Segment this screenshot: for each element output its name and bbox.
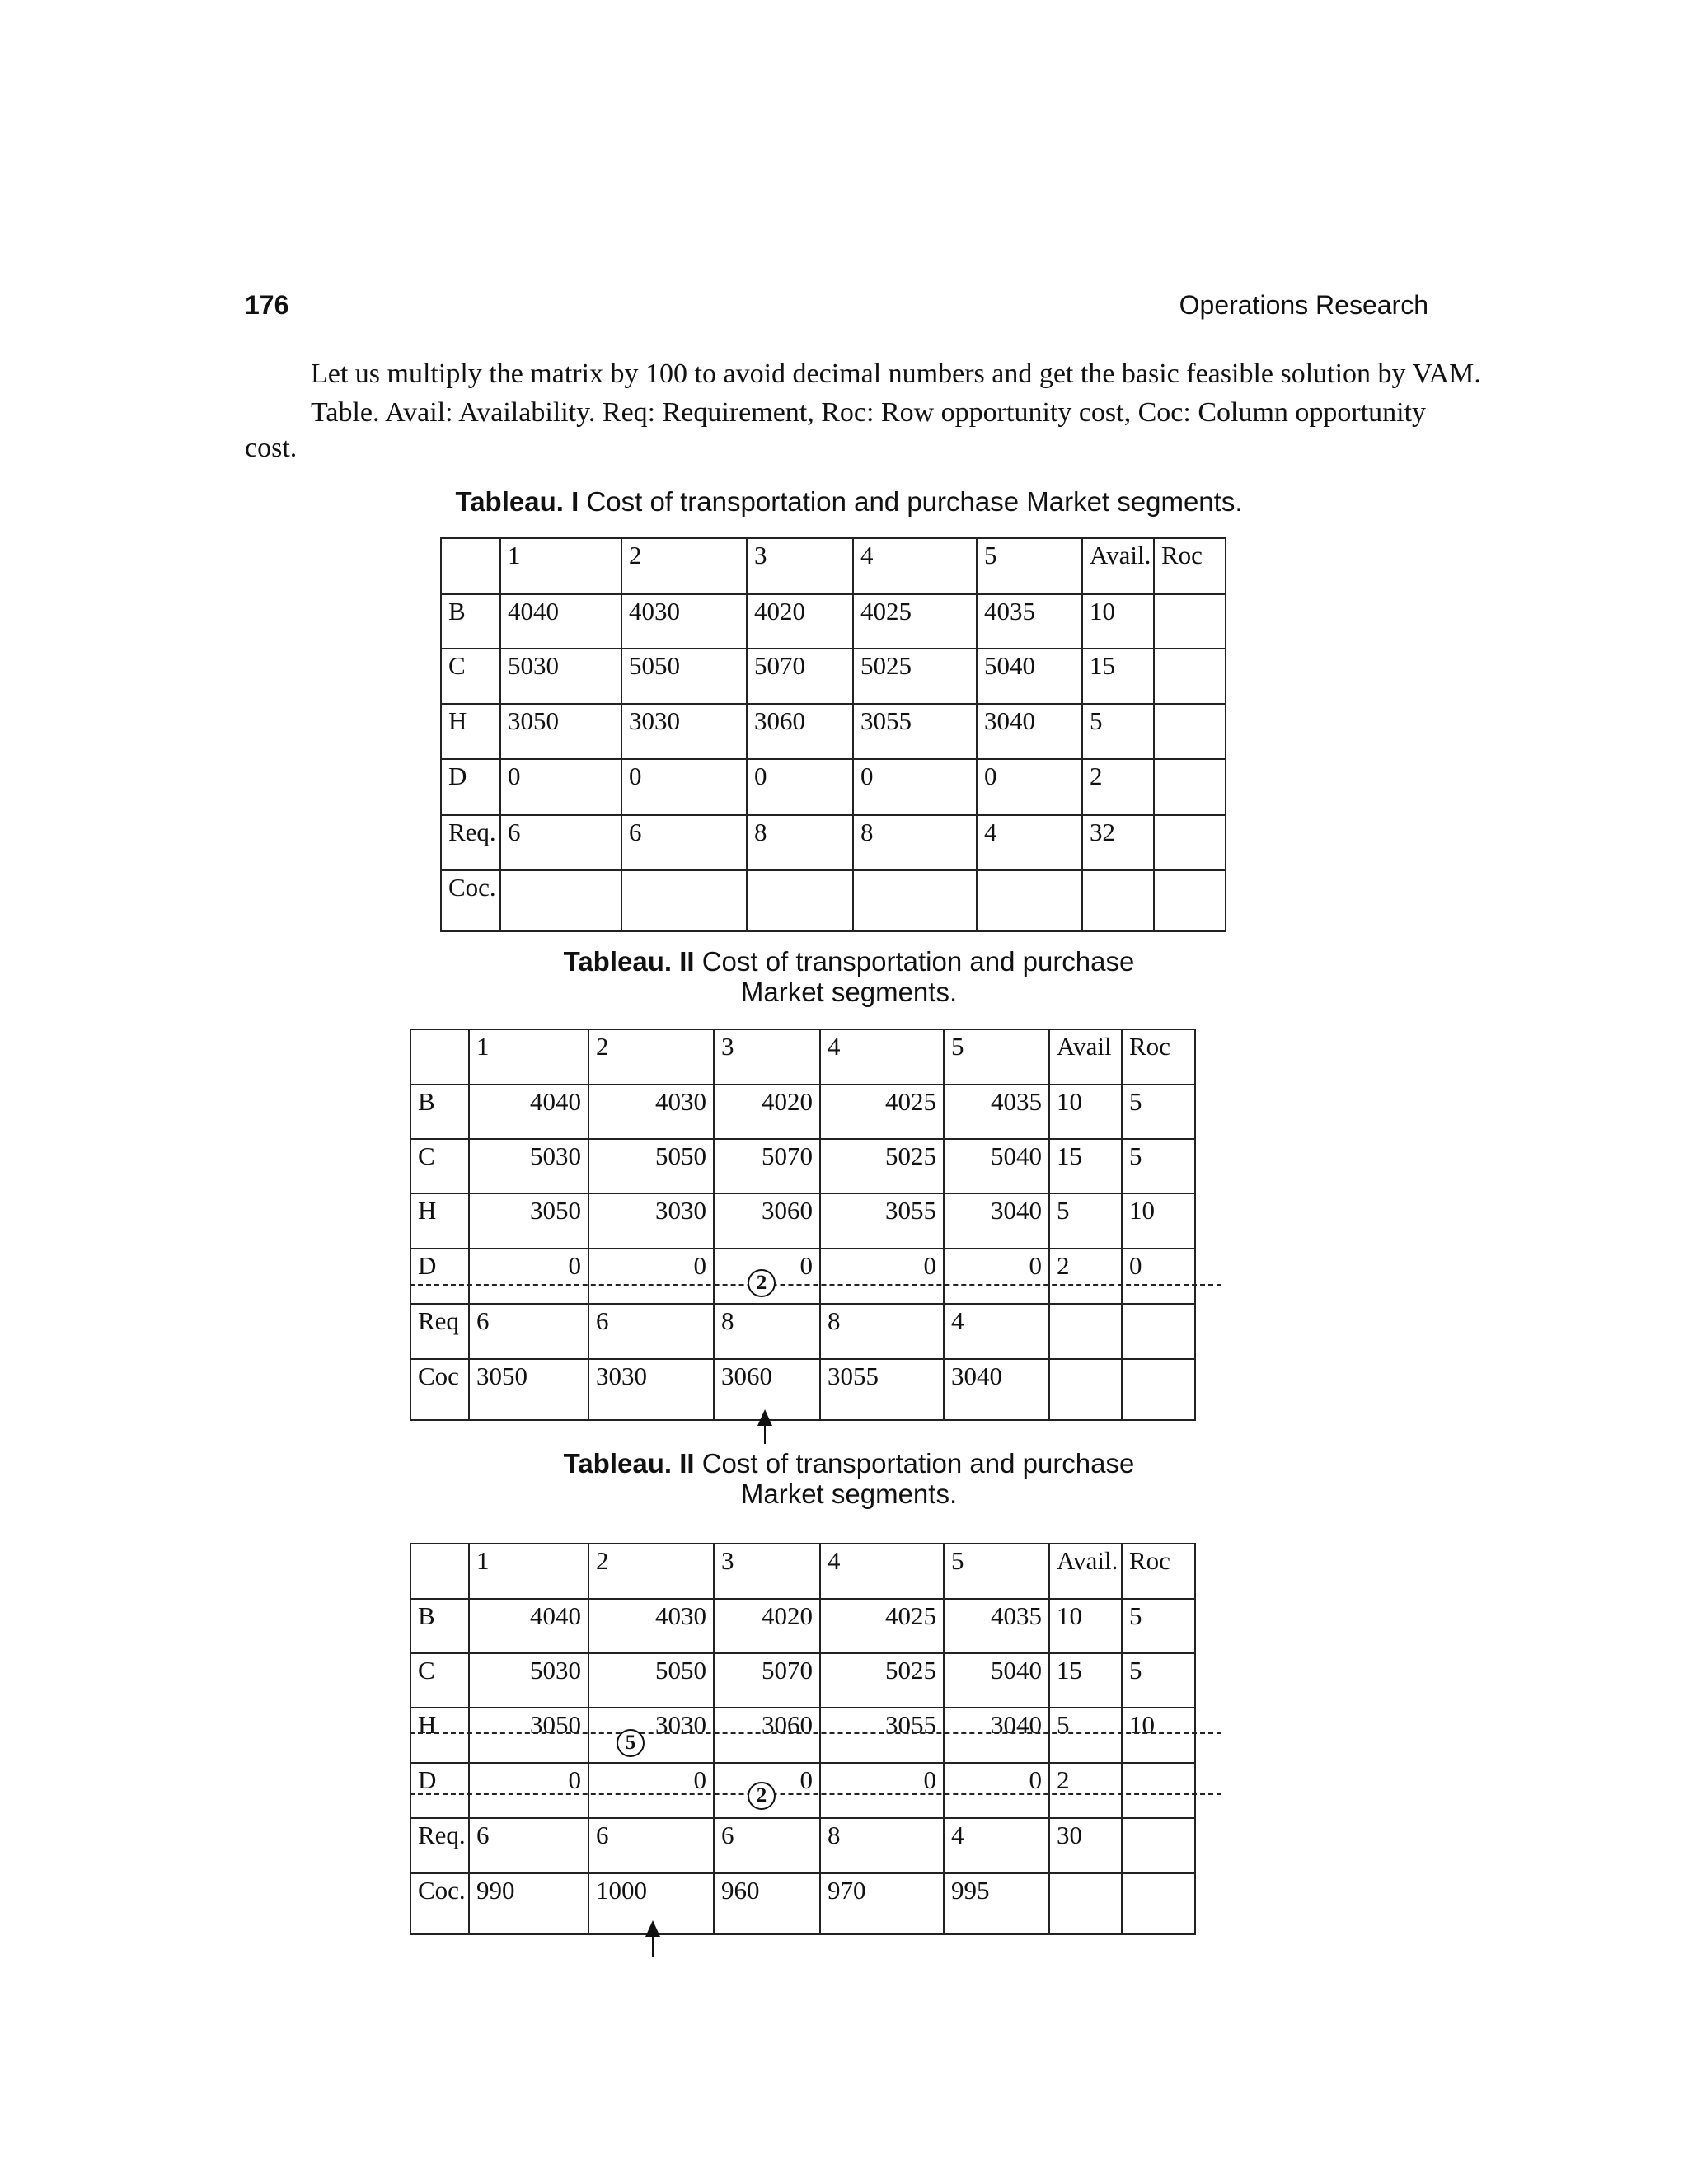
table-cell bbox=[977, 870, 1082, 931]
table-row bbox=[410, 1599, 1195, 1653]
table-header-cell: 5 bbox=[944, 1544, 1049, 1599]
table-row bbox=[410, 1653, 1195, 1708]
table-cell: 8 bbox=[853, 815, 977, 870]
table-cell: 5040 bbox=[977, 649, 1082, 704]
intro-line-2: Table. Avail: Availability. Req: Requirement, Roc: Row opportunity cost, Coc: Column opportunity bbox=[311, 397, 1427, 428]
table-cell bbox=[1154, 649, 1226, 704]
row-label-cell: H bbox=[410, 1708, 469, 1763]
table-header-cell: 4 bbox=[820, 1544, 944, 1599]
table-cell: 0 bbox=[714, 1249, 820, 1304]
table-cell: 10 bbox=[1049, 1599, 1122, 1653]
table-cell: 4020 bbox=[714, 1599, 820, 1653]
table-cell: 6 bbox=[588, 1304, 714, 1359]
table-cell: 0 bbox=[820, 1249, 944, 1304]
table-cell: 3050 bbox=[469, 1708, 588, 1763]
table-row bbox=[410, 1085, 1195, 1139]
tableau3-dashed-line-h bbox=[410, 1732, 1221, 1734]
table-header-cell: 4 bbox=[820, 1029, 944, 1085]
table-row bbox=[441, 815, 1226, 870]
table-header-cell: 2 bbox=[588, 1544, 714, 1599]
row-label-cell: B bbox=[441, 594, 500, 649]
tableau2-caption-line-2: Market segments. bbox=[740, 977, 958, 1007]
tableau2-caption bbox=[396, 946, 1302, 977]
tableau3-dashed-line-d bbox=[410, 1793, 1221, 1795]
table-cell: 3055 bbox=[820, 1193, 944, 1249]
table-cell: 0 bbox=[747, 759, 853, 815]
tableau1-caption bbox=[396, 486, 1302, 518]
table-cell: 10 bbox=[1082, 594, 1154, 649]
table-row bbox=[410, 1249, 1195, 1304]
table-cell: 5 bbox=[1082, 704, 1154, 759]
table-cell: 5050 bbox=[588, 1653, 714, 1708]
table-cell: 5030 bbox=[469, 1653, 588, 1708]
table-row bbox=[410, 1763, 1195, 1818]
table-cell: 5070 bbox=[714, 1139, 820, 1193]
table-cell: 6 bbox=[469, 1818, 588, 1873]
table-cell: 4 bbox=[977, 815, 1082, 870]
table-cell bbox=[1122, 1304, 1195, 1359]
row-label-cell: H bbox=[441, 704, 500, 759]
row-label-cell: B bbox=[410, 1085, 469, 1139]
table-cell: 4035 bbox=[944, 1085, 1049, 1139]
table-header-row bbox=[410, 1544, 1195, 1599]
table-header-cell bbox=[410, 1544, 469, 1599]
table-row bbox=[410, 1139, 1195, 1193]
tableau3-table bbox=[410, 1543, 1196, 1935]
table-cell: 15 bbox=[1049, 1139, 1122, 1193]
table-cell: 10 bbox=[1122, 1708, 1195, 1763]
tableau2-caption-text: Cost of transportation and purchase bbox=[694, 946, 1135, 977]
table-row bbox=[410, 1708, 1195, 1763]
table-row bbox=[410, 1193, 1195, 1249]
table-cell: 3030 bbox=[588, 1708, 714, 1763]
tableau3-caption bbox=[396, 1448, 1302, 1479]
table-cell: 15 bbox=[1049, 1653, 1122, 1708]
table-cell: 5070 bbox=[714, 1653, 820, 1708]
table-cell bbox=[1154, 815, 1226, 870]
tableau1-caption-text: Cost of transportation and purchase Market segments. bbox=[579, 486, 1243, 517]
table-row bbox=[410, 1304, 1195, 1359]
table-cell: 6 bbox=[500, 815, 621, 870]
table-cell: 6 bbox=[714, 1818, 820, 1873]
table-header-row bbox=[410, 1029, 1195, 1085]
table-cell: 0 bbox=[820, 1763, 944, 1818]
table-cell: 970 bbox=[820, 1873, 944, 1934]
table-cell bbox=[1154, 759, 1226, 815]
table-cell: 960 bbox=[714, 1873, 820, 1934]
table-cell: 0 bbox=[853, 759, 977, 815]
tableau3-caption-text: Cost of transportation and purchase bbox=[694, 1448, 1135, 1479]
table-row bbox=[410, 1359, 1195, 1420]
table-cell: 8 bbox=[714, 1304, 820, 1359]
table-cell: 3055 bbox=[853, 704, 977, 759]
table-cell: 4025 bbox=[820, 1599, 944, 1653]
table-cell: 995 bbox=[944, 1873, 1049, 1934]
table-cell: 30 bbox=[1049, 1818, 1122, 1873]
table-cell: 0 bbox=[977, 759, 1082, 815]
table-cell: 4030 bbox=[588, 1085, 714, 1139]
table-cell: 3050 bbox=[469, 1193, 588, 1249]
row-label-cell: B bbox=[410, 1599, 469, 1653]
table-row bbox=[441, 594, 1226, 649]
table-cell bbox=[1049, 1873, 1122, 1934]
table-cell: 3055 bbox=[820, 1359, 944, 1420]
table-header-cell: 4 bbox=[853, 538, 977, 594]
page-number: 176 bbox=[245, 290, 289, 320]
table-cell bbox=[500, 870, 621, 931]
tableau2-caption-label: Tableau. II bbox=[563, 946, 695, 977]
table-header-cell: Avail. bbox=[1082, 538, 1154, 594]
table-cell: 5 bbox=[1049, 1193, 1122, 1249]
table-header-cell bbox=[441, 538, 500, 594]
table-cell bbox=[1122, 1818, 1195, 1873]
table-cell: 0 bbox=[588, 1249, 714, 1304]
table-cell: 5040 bbox=[944, 1139, 1049, 1193]
table-cell bbox=[1122, 1763, 1195, 1818]
table-cell: 8 bbox=[820, 1304, 944, 1359]
intro-line-3: cost. bbox=[245, 433, 298, 463]
table-cell: 15 bbox=[1082, 649, 1154, 704]
table-cell: 3040 bbox=[977, 704, 1082, 759]
table-cell bbox=[1049, 1359, 1122, 1420]
table-cell: 0 bbox=[1122, 1249, 1195, 1304]
table-cell: 6 bbox=[469, 1304, 588, 1359]
table-cell: 32 bbox=[1082, 815, 1154, 870]
table-cell: 2 bbox=[1049, 1763, 1122, 1818]
table-header-cell: 2 bbox=[621, 538, 747, 594]
table-cell: 4 bbox=[944, 1818, 1049, 1873]
table-cell: 0 bbox=[469, 1249, 588, 1304]
tableau2-table bbox=[410, 1029, 1196, 1421]
table-cell: 3050 bbox=[500, 704, 621, 759]
tableau3-column-arrow-icon bbox=[652, 1924, 654, 1957]
table-cell: 8 bbox=[747, 815, 853, 870]
table-row bbox=[441, 704, 1226, 759]
table-cell: 0 bbox=[500, 759, 621, 815]
table-cell bbox=[621, 870, 747, 931]
table-cell: 0 bbox=[944, 1249, 1049, 1304]
running-head: Operations Research bbox=[1179, 290, 1428, 320]
table-cell: 3040 bbox=[944, 1193, 1049, 1249]
table-cell: 6 bbox=[621, 815, 747, 870]
table-cell: 4 bbox=[944, 1304, 1049, 1359]
row-label-cell: D bbox=[410, 1249, 469, 1304]
table-cell: 4030 bbox=[588, 1599, 714, 1653]
row-label-cell: D bbox=[441, 759, 500, 815]
row-label-cell: Req. bbox=[410, 1818, 469, 1873]
tableau1-table bbox=[440, 537, 1226, 932]
row-label-cell: Req. bbox=[441, 815, 500, 870]
table-cell: 5025 bbox=[820, 1653, 944, 1708]
table-header-cell: Roc bbox=[1154, 538, 1226, 594]
table-cell: 3060 bbox=[714, 1193, 820, 1249]
table-cell: 5025 bbox=[820, 1139, 944, 1193]
row-label-cell: Coc. bbox=[441, 870, 500, 931]
table-cell: 990 bbox=[469, 1873, 588, 1934]
row-label-cell: Req bbox=[410, 1304, 469, 1359]
table-cell: 4025 bbox=[853, 594, 977, 649]
table-cell: 3040 bbox=[944, 1359, 1049, 1420]
table-cell: 3030 bbox=[588, 1359, 714, 1420]
table-header-cell: 2 bbox=[588, 1029, 714, 1085]
tableau2-column-arrow-icon bbox=[764, 1413, 766, 1444]
table-cell bbox=[1122, 1873, 1195, 1934]
table-cell: 0 bbox=[588, 1763, 714, 1818]
table-cell bbox=[1154, 594, 1226, 649]
row-label-cell: C bbox=[410, 1139, 469, 1193]
table-cell: 5070 bbox=[747, 649, 853, 704]
tableau2-dashed-line bbox=[410, 1284, 1221, 1286]
table-cell: 1000 bbox=[588, 1873, 714, 1934]
table-cell: 3050 bbox=[469, 1359, 588, 1420]
table-cell: 2 bbox=[1082, 759, 1154, 815]
table-header-cell: Roc bbox=[1122, 1029, 1195, 1085]
table-header-cell: Avail bbox=[1049, 1029, 1122, 1085]
table-header-cell: 3 bbox=[714, 1544, 820, 1599]
row-label-cell: C bbox=[410, 1653, 469, 1708]
table-cell: 4030 bbox=[621, 594, 747, 649]
table-cell: 5 bbox=[1122, 1653, 1195, 1708]
row-label-cell: Coc. bbox=[410, 1873, 469, 1934]
row-label-cell: Coc bbox=[410, 1359, 469, 1420]
table-cell: 5 bbox=[1122, 1139, 1195, 1193]
table-cell: 4035 bbox=[944, 1599, 1049, 1653]
table-cell: 5 bbox=[1122, 1599, 1195, 1653]
table-cell: 0 bbox=[621, 759, 747, 815]
table-cell: 3060 bbox=[714, 1359, 820, 1420]
table-cell: 5050 bbox=[588, 1139, 714, 1193]
table-cell: 4040 bbox=[469, 1085, 588, 1139]
table-cell bbox=[1122, 1359, 1195, 1420]
table-cell: 3030 bbox=[588, 1193, 714, 1249]
table-cell: 10 bbox=[1122, 1193, 1195, 1249]
table-cell: 4040 bbox=[469, 1599, 588, 1653]
table-cell: 4020 bbox=[714, 1085, 820, 1139]
table-header-cell: 1 bbox=[469, 1544, 588, 1599]
table-cell bbox=[1154, 870, 1226, 931]
table-row bbox=[441, 759, 1226, 815]
tableau3-caption-label: Tableau. II bbox=[563, 1448, 695, 1479]
table-cell: 3030 bbox=[621, 704, 747, 759]
table-cell: 4020 bbox=[747, 594, 853, 649]
row-label-cell: H bbox=[410, 1193, 469, 1249]
table-cell: 3060 bbox=[747, 704, 853, 759]
table-cell: 5030 bbox=[469, 1139, 588, 1193]
table-row bbox=[410, 1818, 1195, 1873]
row-label-cell: C bbox=[441, 649, 500, 704]
tableau3-allocation-marker-h: 5 bbox=[617, 1729, 645, 1757]
table-cell: 10 bbox=[1049, 1085, 1122, 1139]
table-cell bbox=[747, 870, 853, 931]
tableau3-allocation-marker-d: 2 bbox=[748, 1782, 776, 1810]
table-cell: 4035 bbox=[977, 594, 1082, 649]
tableau3-caption-line-2: Market segments. bbox=[740, 1479, 958, 1509]
table-cell: 4025 bbox=[820, 1085, 944, 1139]
table-cell: 0 bbox=[944, 1763, 1049, 1818]
table-cell: 3060 bbox=[714, 1708, 820, 1763]
table-cell bbox=[1049, 1304, 1122, 1359]
intro-line-1: Let us multiply the matrix by 100 to avoid decimal numbers and get the basic feasible solution by VAM. bbox=[311, 359, 1481, 389]
table-cell: 5025 bbox=[853, 649, 977, 704]
table-cell: 0 bbox=[714, 1763, 820, 1818]
table-cell: 5030 bbox=[500, 649, 621, 704]
table-header-cell bbox=[410, 1029, 469, 1085]
table-cell: 4040 bbox=[500, 594, 621, 649]
table-header-cell: Avail. bbox=[1049, 1544, 1122, 1599]
table-cell: 6 bbox=[588, 1818, 714, 1873]
table-cell: 3055 bbox=[820, 1708, 944, 1763]
row-label-cell: D bbox=[410, 1763, 469, 1818]
table-row bbox=[441, 649, 1226, 704]
table-header-cell: 1 bbox=[500, 538, 621, 594]
table-cell: 5050 bbox=[621, 649, 747, 704]
table-cell bbox=[1154, 704, 1226, 759]
table-cell: 2 bbox=[1049, 1249, 1122, 1304]
table-header-cell: 3 bbox=[747, 538, 853, 594]
table-header-cell: 1 bbox=[469, 1029, 588, 1085]
table-cell: 3040 bbox=[944, 1708, 1049, 1763]
table-header-row bbox=[441, 538, 1226, 594]
table-cell bbox=[853, 870, 977, 931]
table-header-cell: 5 bbox=[944, 1029, 1049, 1085]
table-header-cell: 3 bbox=[714, 1029, 820, 1085]
tableau2-allocation-marker: 2 bbox=[748, 1269, 776, 1297]
table-header-cell: 5 bbox=[977, 538, 1082, 594]
table-cell: 5 bbox=[1049, 1708, 1122, 1763]
table-cell: 8 bbox=[820, 1818, 944, 1873]
tableau1-caption-label: Tableau. I bbox=[455, 486, 579, 517]
table-header-cell: Roc bbox=[1122, 1544, 1195, 1599]
table-cell: 0 bbox=[469, 1763, 588, 1818]
table-row bbox=[410, 1873, 1195, 1934]
table-cell bbox=[1082, 870, 1154, 931]
table-cell: 5040 bbox=[944, 1653, 1049, 1708]
table-row bbox=[441, 870, 1226, 931]
table-cell: 5 bbox=[1122, 1085, 1195, 1139]
